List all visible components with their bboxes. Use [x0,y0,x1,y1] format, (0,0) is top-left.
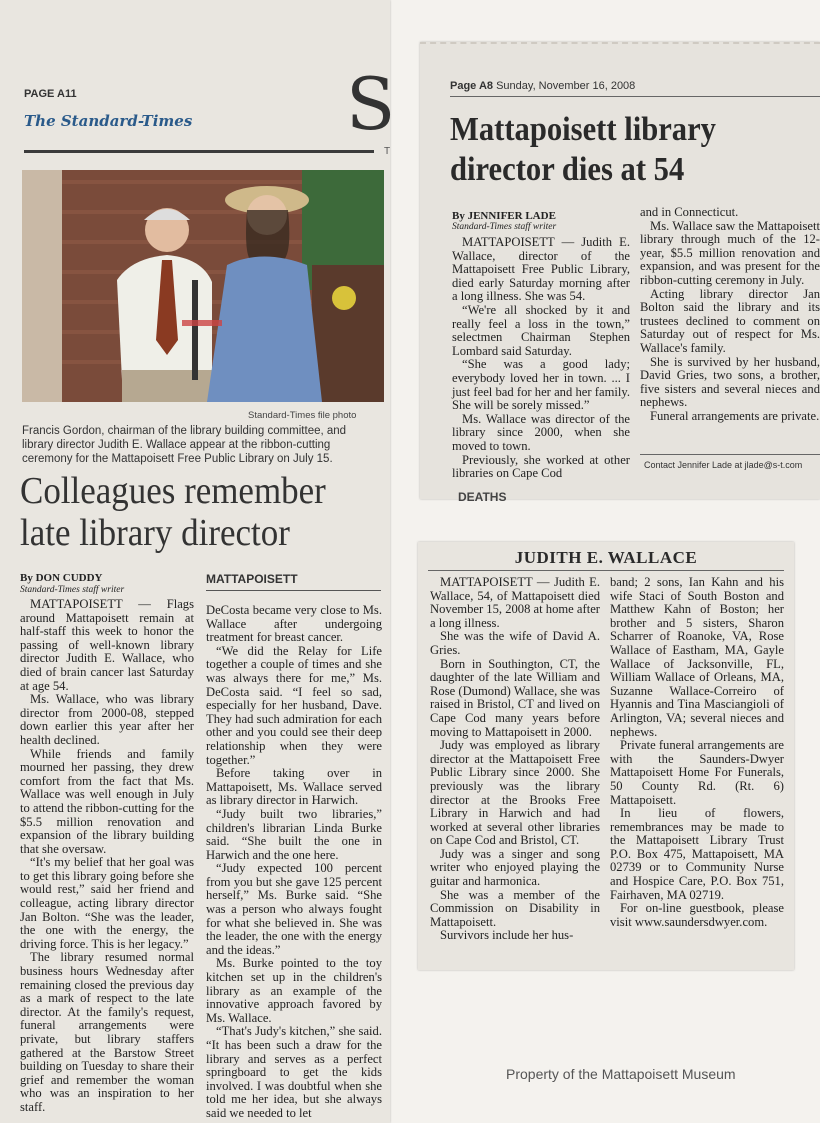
paragraph: DeCosta became very close to Ms. Wallace after undergoing treatment for breast cancer. [206,603,382,645]
paragraph: “We did the Relay for Life together a couple of times and she was always there for me,” Ms. DeCosta said. “I feel so sad, especially for her husband, Dave. They had such admiration for each other and you could see their deep relationship when they were together.” [206,643,382,767]
header-rule [450,96,820,97]
article-column-1 [20,598,194,1118]
paragraph: MATTAPOISETT — Judith E. Wallace, director of the Mattapoisett Free Public Library, died early Saturday morning after a long illness. She was 54. [452,235,630,304]
byline-sub: Standard-Times staff writer [452,222,557,232]
header-rule [24,150,374,153]
photo-illustration [22,170,384,402]
paragraph: “That's Judy's kitchen,” she said. “It has been such a draw for the library and serves as a perfect springboard to get the kids involved. I was doubtful when she told me her idea, but she always said we needed to let [206,1024,382,1120]
paragraph: Acting library director Jan Bolton said the library and its trustees declined to comment on Saturday out of respect for Ms. Wallace's family. [640,286,820,355]
paragraph: “Judy built two libraries,” children's librarian Linda Burke said. “She built the one in Harwich and the one here. [206,806,382,862]
ribbon-cutting-photo [22,170,384,402]
byline: By DON CUDDY [20,572,103,584]
photo-credit: Standard-Times file photo [248,410,357,421]
paragraph: In lieu of flowers, remembrances may be made to the Mattapoisett Library Trust P.O. Box 475, Mattapoisett, MA 02739 or to Community Nurse and Hospice Care, P.O. Box 751, Fairhaven, MA 02719. [610,806,784,902]
section-small-letter: T [384,146,391,157]
article-column-2 [206,604,382,1120]
paragraph: Born in Southington, CT, the daughter of the late William and Rose (Dumond) Wallace, she was raised in Bristol, CT and lived on Cape Cod many years before moving to Mattapoisett in 2000. [430,656,600,739]
paragraph: For on-line guestbook, please visit www.saundersdwyer.com. [610,901,784,929]
photo-caption: Francis Gordon, chairman of the library building committee, and library director Judith E. Wallace appear at the ribbon-cutting ceremony for the Mattapoisett Free Public Library on July 15. [22,425,347,465]
byline-sub: Standard-Times staff writer [20,585,125,595]
obituary-clipping [418,542,794,970]
article-column-1 [452,235,630,481]
paragraph: Judy was a singer and song writer who enjoyed playing the guitar and harmonica. [430,846,600,889]
section-big-letters: S [346,62,396,146]
article-column-2 [640,206,820,452]
obituary-column-2 [610,576,784,966]
paragraph: “We're all shocked by it and really feel a loss in the town,” selectmen Chairman Stephen Lombard said Saturday. [452,302,630,358]
museum-watermark: Property of the Mattapoisett Museum [506,1066,736,1082]
paragraph: The library resumed normal business hours Wednesday after remaining closed the previous day as a mark of respect to the late director. At the family's request, funeral arrangements were private, but library staffers gathered at the Barstow Street building on Tuesday to share their grief and remember the woman who was an inspiration to her staff. [20,950,194,1114]
paragraph: MATTAPOISETT — Flags around Mattapoisett remain at half-staff this week to honor the passing of well-known library director Judith E. Wallace, who died of brain cancer last Saturday at age 54. [20,597,194,693]
paragraph: She was a member of the Commission on Disability in Mattapoisett. [430,887,600,929]
byline: By JENNIFER LADE [452,210,556,222]
paragraph: and in Connecticut. [640,205,739,219]
paragraph: Ms. Burke pointed to the toy kitchen set up in the children's library as an example of the innovative approach favored by Ms. Wallace. [206,956,382,1025]
paragraph: Judy was employed as library director at the Mattapoisett Free Public Library since 2000. She previously was the library director at the Brooks Free Library in Harwich and had worked at several other libraries on Cape Cod and Bristol, CT. [430,738,600,848]
paragraph: “Judy expected 100 percent from you but she gave 125 percent herself,” Ms. Burke said. “She was a person who always fought for what she believed in. She was the leader, the one with the energy and the ideas.” [206,861,382,957]
contact-rule [640,454,820,455]
paragraph: Before taking over in Mattapoisett, Ms. Wallace served as library director in Harwich. [206,766,382,808]
paragraph: Survivors include her hus- [440,928,574,943]
section-rule [206,590,381,591]
deaths-fragment: DEATHS [458,490,507,504]
paragraph: Previously, she worked at other libraries on Cape Cod [452,452,630,481]
headline: Colleagues remember late library director [20,470,326,554]
paragraph: She was the wife of David A. Gries. [430,629,600,657]
section-label: MATTAPOISETT [206,572,298,586]
paragraph: Ms. Wallace, who was library director from 2000-08, stepped down earlier this year after her health declined. [20,692,194,747]
page-date: Sunday, November 16, 2008 [496,80,636,92]
paragraph: While friends and family mourned her passing, they drew comfort from the fact that Ms. Wallace was well enough in July to attend the ribbon-cutting for the $5.5 million renovation and expansion of the library building that she oversaw. [20,746,194,856]
page-label: PAGE A11 [24,88,77,100]
obituary-title: JUDITH E. WALLACE [514,548,698,567]
page-number: Page A8 [450,80,494,92]
obituary-column-1 [430,576,600,966]
contact-line: Contact Jennifer Lade at jlade@s-t.com [644,460,803,470]
paragraph: Private funeral arrangements are with the Saunders-Dwyer Mattapoisett Home For Funerals, 50 County Rd. (Rt. 6) Mattapoisett. [610,738,784,807]
left-clipping [0,0,396,1123]
paragraph: band; 2 sons, Ian Kahn and his wife Staci of South Boston and Matthew Kahn of Boston; her brother and 5 sisters, Sharon Scharrer of Roanoke, VA, Rose Wallace of Eastham, MA, Gayle Wallace of Jacksonville, FL, William Wallace of Orleans, MA, Suzanne Wallace-Correiro of Hyannis and Tina Masciangioli of Arlington, VA; several nieces and nephews. [610,575,784,739]
headline: Mattapoisett library director dies at 54 [450,111,716,188]
paragraph: MATTAPOISETT — Judith E. Wallace, 54, of Mattapoisett died November 15, 2008 at home after a long illness. [430,575,600,630]
paragraph: “It's my belief that her goal was to get this library going before she would rest,” said her friend and colleague, acting library director Jan Bolton. “She was the leader, the one with the energy, the driving force. This is her legacy.” [20,855,194,951]
paragraph: Ms. Wallace was director of the library since 2000, when she moved to town. [452,411,630,453]
paragraph: Ms. Wallace saw the Mattapoisett library through much of the 12-year, $5.5 million renovation and expansion, and was present for the ribbon-cutting ceremony in July. [640,218,820,287]
masthead: The Standard-Times [24,112,193,130]
page-label [450,80,635,92]
paragraph: She is survived by her husband, David Gries, two sons, a brother, five sisters and several nieces and nephews. [640,354,820,410]
paragraph: “She was a good lady; everybody loved her in town. ... I just feel bad for her and her family. She will be sorely missed.” [452,357,630,413]
paragraph: Funeral arrangements are private. [650,408,820,423]
title-rule [428,570,784,571]
top-right-clipping [420,42,820,504]
